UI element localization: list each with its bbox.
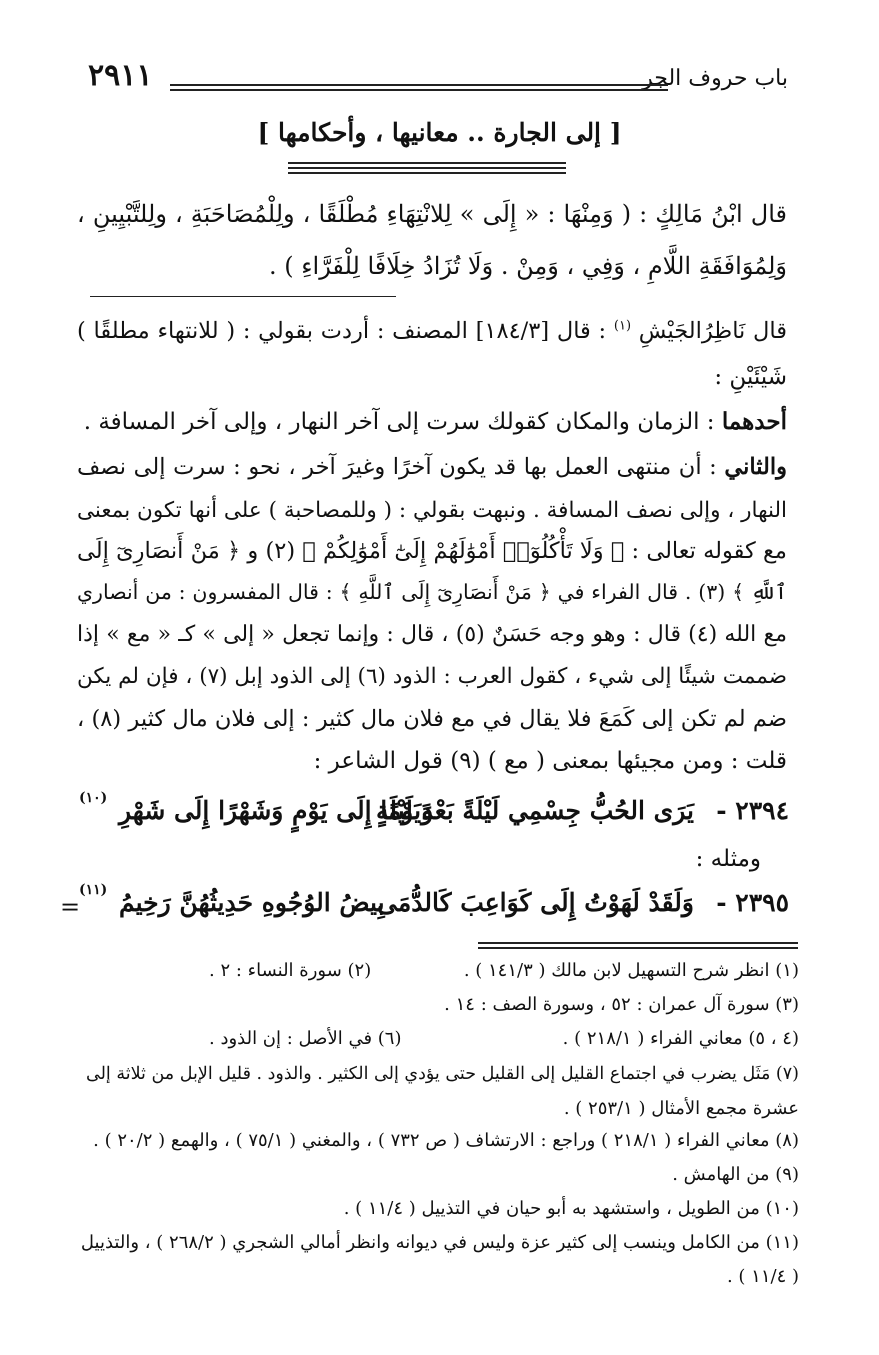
sharh-line: قلت : ومن مجيئها بمعنى ( مع ) (٩) قول الشاعر : bbox=[313, 748, 787, 774]
footnote: (٤ ، ٥) معاني الفراء ( ٢١٨/١ ) . (٦) في الأصل : إن الذود . bbox=[209, 1028, 799, 1049]
matn-line: وَلِمُوَافَقَةِ اللَّامِ ، وَفِي ، وَمِنْ . وَلَا تُزَادُ خِلَافًا لِلْفَرَّاءِ ) . bbox=[268, 252, 787, 280]
verse-hemistich: وَيَوْمًا إِلَى يَوْمٍ وَشَهْرًا إِلَى شَهْرِ bbox=[119, 796, 434, 825]
footnote: ( ١١/٤ ) . bbox=[726, 1266, 799, 1287]
verse-hemistich: وَلَقَدْ لَهَوْتُ إِلَى كَوَاعِبَ كَالدُّمَى bbox=[377, 888, 694, 917]
page-number: ٢٩١١ bbox=[88, 58, 153, 93]
verse-2395 bbox=[79, 882, 789, 928]
running-title: باب حروف الجر bbox=[642, 66, 788, 91]
sharh-line: ضممت شيئًا إلى شيء ، كقول العرب : الذود (٦) إلى الذود إبل (٧) ، فإن لم يكن bbox=[77, 664, 787, 689]
footnote: (١) انظر شرح التسهيل لابن مالك ( ١٤١/٣ ) . (٢) سورة النساء : ٢ . bbox=[209, 960, 799, 981]
footnote: (٩) من الهامش . bbox=[672, 1164, 799, 1185]
section-title: [ إلى الجارة .. معانيها ، وأحكامها ] bbox=[257, 118, 622, 147]
verse-number: ٢٣٩٥ - bbox=[716, 888, 789, 917]
sharh-line: النهار ، وإلى نصف المسافة . ونبهت بقولي : ( وللمصاحبة ) على أنها تكون بمعنى bbox=[77, 498, 787, 523]
footnote-separator bbox=[478, 942, 798, 944]
matn-line: قال ابْنُ مَالِكٍ : ( وَمِنْهَا : « إِلَى » لِلانْتِهَاءِ مُطْلَقًا ، ولِلْمُصَاحَبَةِ ، ولِلتَّبْيِينِ ، bbox=[77, 200, 787, 228]
continuation-mark: = bbox=[60, 893, 81, 921]
footnote: (١١) من الكامل وينسب إلى كثير عزة وليس في ديوانه وانظر أمالي الشجري ( ٢٦٨/٢ ) ، والتذييل bbox=[80, 1232, 799, 1253]
footnote: (١٠) من الطويل ، واستشهد به أبو حيان في التذييل ( ١١/٤ ) . bbox=[343, 1198, 799, 1219]
sharh-line: ٱللَّهِ ﴾ (٣) . قال الفراء في ﴿ مَنْ أَنصَارِىٓ إِلَى ٱللَّهِ ﴾ : قال المفسرون : من أنصاري bbox=[77, 580, 788, 604]
footnote: (٧) مَثَل يضرب في اجتماع القليل إلى القليل حتى يؤدي إلى الكثير . والذود . قليل الإبل من ثلاثة إلى bbox=[85, 1064, 799, 1084]
footnote-separator bbox=[478, 947, 798, 949]
footnote: (٣) سورة آل عمران : ٥٢ ، وسورة الصف : ١٤ . bbox=[444, 994, 799, 1015]
sharh-line: قال نَاظِرُالجَيْشِ $^{(١)}$ : قال [١٨٤/٣] المصنف : أردت بقولي : ( للانتهاء مطلقًا ) bbox=[77, 318, 788, 344]
running-header bbox=[88, 58, 788, 98]
verse-2394 bbox=[79, 790, 789, 836]
section-heading bbox=[0, 118, 879, 147]
sharh-line: مع كقوله تعالى : ﴿ وَلَا تَأْكُلُوٓا۟ أَمْوَٰلَهُمْ إِلَىٰٓ أَمْوَٰلِكُمْ ﴾ (٢) و ﴿ مَنْ أَنصَارِىٓ إِلَى bbox=[77, 538, 787, 564]
matn-divider bbox=[90, 296, 396, 297]
verse-hemistich: يَرَى الحُبُّ جِسْمِي لَيْلَةً بَعْدَ لَيْلَةٍ bbox=[376, 796, 694, 825]
heading-underline bbox=[288, 162, 566, 177]
footnote-ref: (١١) bbox=[79, 882, 108, 898]
example-label: ومثله : bbox=[695, 846, 761, 872]
footnote-ref: (١) bbox=[613, 318, 632, 334]
header-rule bbox=[170, 84, 668, 91]
sharh-line: أحدهما : الزمان والمكان كقولك سرت إلى آخر النهار ، وإلى آخر المسافة . bbox=[83, 408, 787, 435]
footnote: عشرة مجمع الأمثال ( ٢٥٣/١ ) . bbox=[563, 1098, 799, 1119]
sharh-line: شَيْئَيْنِ : bbox=[714, 364, 787, 390]
author-name: قال نَاظِرُالجَيْشِ bbox=[638, 318, 788, 344]
verse-hemistich: بِيضُ الوُجُوهِ حَدِيثُهُنَّ رَخِيمُ bbox=[119, 888, 385, 917]
footnote: (٨) معاني الفراء ( ٢١٨/١ ) وراجع : الارتشاف ( ص ٧٣٢ ) ، والمغني ( ٧٥/١ ) ، والهمع ( ٢٠/٢ ) . bbox=[93, 1130, 799, 1151]
sharh-line: مع الله (٤) قال : وهو وجه حَسَنٌ (٥) ، قال : وإنما تجعل « إلى » كـ « مع » إذا bbox=[77, 622, 787, 647]
sharh-line: والثاني : أن منتهى العمل بها قد يكون آخرًا وغيرَ آخر ، نحو : سرت إلى نصف bbox=[77, 454, 787, 480]
footnote-ref: (١٠) bbox=[79, 790, 108, 806]
sharh-line: ضم لم تكن إلى كَمَعَ فلا يقال في مع فلان مال كثير : إلى فلان مال كثير (٨) ، bbox=[77, 706, 787, 732]
verse-number: ٢٣٩٤ - bbox=[716, 796, 789, 825]
